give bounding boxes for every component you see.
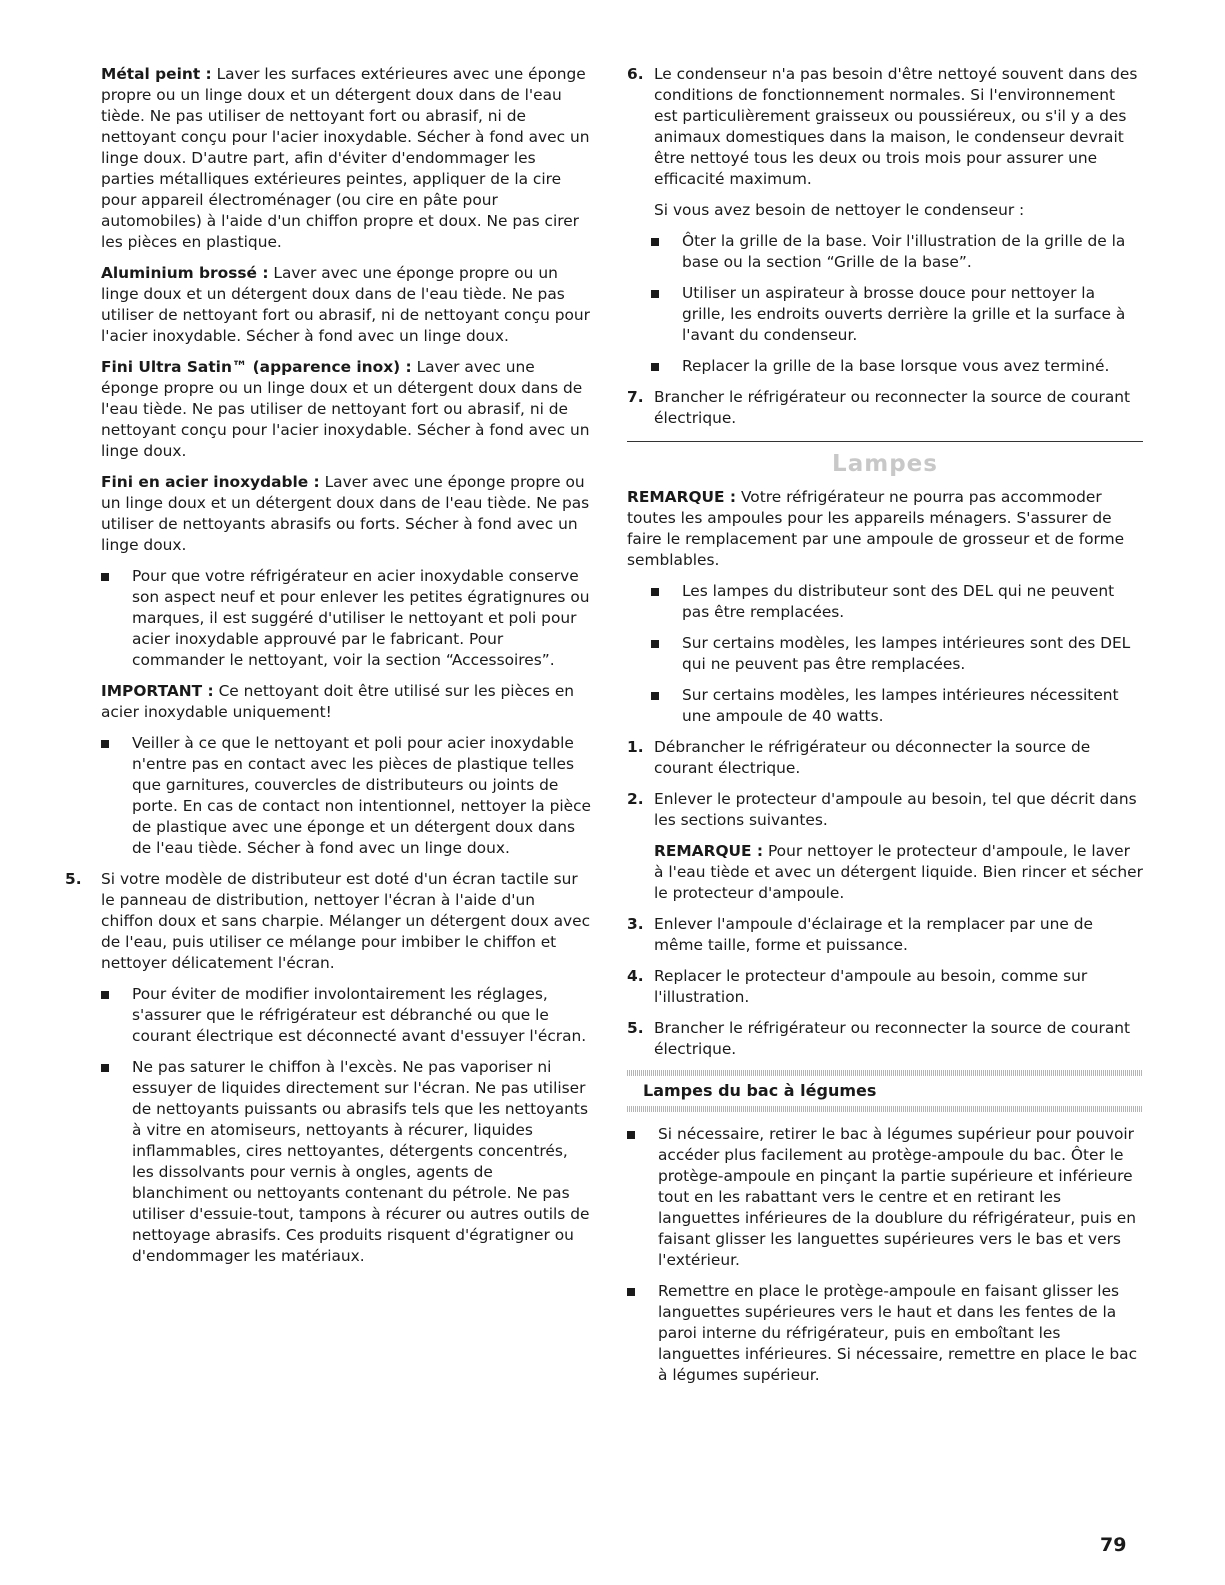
- list-item: Utiliser un aspirateur à brosse douce pour nettoyer la grille, les endroits ouverts derrière la grille et la surface à l'avant du condenseur.: [651, 283, 1143, 346]
- section-title: Lampes: [832, 451, 938, 477]
- list-item: Sur certains modèles, les lampes intérieures sont des DEL qui ne peuvent pas être remplacées.: [651, 633, 1143, 675]
- subheading-rule-top: [627, 1070, 1143, 1076]
- step-number: 3.: [627, 915, 644, 933]
- section-divider: [627, 441, 1143, 442]
- step-text: Enlever le protecteur d'ampoule au besoin, tel que décrit dans les sections suivantes.: [654, 790, 1137, 829]
- list-item: Remettre en place le protège-ampoule en faisant glisser les languettes supérieures vers le haut et dans les fentes de la paroi interne du réfrigérateur, puis en emboîtant les languettes inférieures. Si nécessaire, remettre en place le bac à légumes supérieur.: [627, 1281, 1143, 1386]
- step-2: [627, 789, 1143, 831]
- step-6: [627, 64, 1143, 190]
- step-number: 6.: [627, 65, 644, 83]
- step-text: Enlever l'ampoule d'éclairage et la remplacer par une de même taille, forme et puissance.: [654, 915, 1093, 954]
- step-6-subtext: Si vous avez besoin de nettoyer le condenseur :: [654, 201, 1025, 219]
- list-item: Si nécessaire, retirer le bac à légumes supérieur pour pouvoir accéder plus facilement au protège-ampoule du bac. Ôter le protège-ampoule en pinçant la partie supérieure et inférieure tout en les rabattant vers le centre et en retirant les languettes inférieures de la doublure du réfrigérateur, puis en faisant glisser les languettes supérieures vers le bas et vers l'extérieur.: [627, 1124, 1143, 1271]
- step-text: Si votre modèle de distributeur est doté d'un écran tactile sur le panneau de distribution, nettoyer l'écran à l'aide d'un chiffon doux et sans charpie. Mélanger un détergent doux avec de l'eau, puis utiliser ce mélange pour imbiber le chiffon et nettoyer délicatement l'écran.: [101, 870, 591, 972]
- painted-metal-text: Laver les surfaces extérieures avec une éponge propre ou un linge doux et un détergent doux dans de l'eau tiède. Ne pas utiliser de nettoyant fort ou abrasif, ni de nettoyant conçu pour l'acier inoxydable. Sécher à fond avec un linge doux. D'autre part, afin d'éviter d'endommager les parties métalliques extérieures peintes, appliquer de la cire pour appareil électroménager (ou cire en pâte pour automobiles) à l'aide d'un chiffon propre et doux. Ne pas cirer les pièces en plastique.: [101, 65, 590, 251]
- step-number: 7.: [627, 388, 644, 406]
- left-column: [65, 64, 592, 1277]
- brushed-aluminum-paragraph: [101, 263, 591, 347]
- step-number: 5.: [65, 870, 82, 888]
- list-item: Pour éviter de modifier involontairement les réglages, s'assurer que le réfrigérateur est débranché ou que le courant électrique est déconnecté avant d'essuyer l'écran.: [101, 984, 591, 1047]
- page-number: 79: [1100, 1534, 1127, 1556]
- step-1: [627, 737, 1143, 779]
- list-item: Les lampes du distributeur sont des DEL qui ne peuvent pas être remplacées.: [651, 581, 1143, 623]
- stainless-text: Laver avec une éponge propre ou un linge doux et un détergent doux dans de l'eau tiède. Ne pas utiliser de nettoyants abrasifs ou forts. Sécher à fond avec un linge doux.: [101, 473, 590, 554]
- step-text: Le condenseur n'a pas besoin d'être nettoyé souvent dans des conditions de fonctionnement normales. Si l'environnement est particulièrement graisseux ou poussiéreux, ou s'il y a des animaux domestiques dans la maison, le condenseur devrait être nettoyé tous les deux ou trois mois pour assurer une efficacité maximum.: [654, 65, 1138, 188]
- ultra-satin-text: Laver avec une éponge propre ou un linge doux et un détergent doux dans de l'eau tiède. Ne pas utiliser de nettoyant fort ou abrasif, ni de nettoyant conçu pour l'acier inoxydable. Sécher à fond avec un linge doux.: [101, 358, 590, 460]
- stainless-paragraph: [101, 472, 591, 556]
- list-item: Ne pas saturer le chiffon à l'excès. Ne pas vaporiser ni essuyer de liquides directement sur l'écran. Ne pas utiliser de nettoyants puissants ou abrasifs tels que les nettoyants à vitre en atomiseurs, nettoyants à récurer, liquides inflammables, cires nettoyantes, détergents concentrés, les dissolvants pour vernis à ongles, agents de blanchiment ou nettoyants contenant du pétrole. Ne pas utiliser d'essuie-tout, tampons à récurer ou autres outils de nettoyage abrasifs. Ces produits risquent d'égratigner ou d'endommager les matériaux.: [101, 1057, 591, 1267]
- brushed-aluminum-label: Aluminium brossé :: [101, 264, 269, 282]
- subheading: Lampes du bac à légumes: [643, 1081, 877, 1100]
- stainless-label: Fini en acier inoxydable :: [101, 473, 320, 491]
- list-item: Sur certains modèles, les lampes intérieures nécessitent une ampoule de 40 watts.: [651, 685, 1143, 727]
- step-4: [627, 966, 1143, 1008]
- subheading-rule-bottom: [627, 1106, 1143, 1112]
- step-text: Brancher le réfrigérateur ou reconnecter la source de courant électrique.: [654, 1019, 1131, 1058]
- ultra-satin-label: Fini Ultra Satin™ (apparence inox) :: [101, 358, 412, 376]
- important-text: Ce nettoyant doit être utilisé sur les pièces en acier inoxydable uniquement!: [101, 682, 575, 721]
- brushed-aluminum-text: Laver avec une éponge propre ou un linge doux et un détergent doux dans de l'eau tiède. Ne pas utiliser de nettoyant fort ou abrasif, ni de nettoyant conçu pour l'acier inoxydable. Sécher à fond avec un linge doux.: [101, 264, 590, 345]
- step-number: 2.: [627, 790, 644, 808]
- important-label: IMPORTANT :: [101, 682, 214, 700]
- important-note: [101, 681, 591, 723]
- step-number: 4.: [627, 967, 644, 985]
- step-7: [627, 387, 1143, 429]
- step-text: Brancher le réfrigérateur ou reconnecter la source de courant électrique.: [654, 388, 1131, 427]
- step-text: Débrancher le réfrigérateur ou déconnecter la source de courant électrique.: [654, 738, 1091, 777]
- list-item: Ôter la grille de la base. Voir l'illustration de la grille de la base ou la section “Grille de la base”.: [651, 231, 1143, 273]
- step-5: [65, 869, 591, 974]
- step-5: [627, 1018, 1143, 1060]
- remarque-text: Votre réfrigérateur ne pourra pas accommoder toutes les ampoules pour les appareils ménagers. S'assurer de faire le remplacement par une ampoule de grosseur et de forme semblables.: [627, 488, 1125, 569]
- remarque-label: REMARQUE :: [654, 842, 764, 860]
- list-item: Replacer la grille de la base lorsque vous avez terminé.: [651, 356, 1143, 377]
- step-3: [627, 914, 1143, 956]
- step-number: 1.: [627, 738, 644, 756]
- step-number: 5.: [627, 1019, 644, 1037]
- list-item: Pour que votre réfrigérateur en acier inoxydable conserve son aspect neuf et pour enlever les petites égratignures ou marques, il est suggéré d'utiliser le nettoyant et poli pour acier inoxydable approuvé par le fabricant. Pour commander le nettoyant, voir la section “Accessoires”.: [101, 566, 591, 671]
- painted-metal-paragraph: [101, 64, 591, 253]
- ultra-satin-paragraph: [101, 357, 591, 462]
- step-2-remark: [627, 841, 1143, 904]
- remarque-note: [627, 487, 1143, 571]
- right-column: [627, 64, 1143, 1396]
- painted-metal-label: Métal peint :: [101, 65, 212, 83]
- remarque-text: Pour nettoyer le protecteur d'ampoule, le laver à l'eau tiède et avec un détergent liquide. Bien rincer et sécher le protecteur d'ampoule.: [654, 842, 1143, 902]
- list-item: Veiller à ce que le nettoyant et poli pour acier inoxydable n'entre pas en contact avec les pièces de plastique telles que garnitures, couvercles de distributeurs ou joints de porte. En cas de contact non intentionnel, nettoyer la pièce de plastique avec une éponge et un détergent doux dans de l'eau tiède. Sécher à fond avec un linge doux.: [101, 733, 591, 859]
- remarque-label: REMARQUE :: [627, 488, 737, 506]
- step-text: Replacer le protecteur d'ampoule au besoin, comme sur l'illustration.: [654, 967, 1088, 1006]
